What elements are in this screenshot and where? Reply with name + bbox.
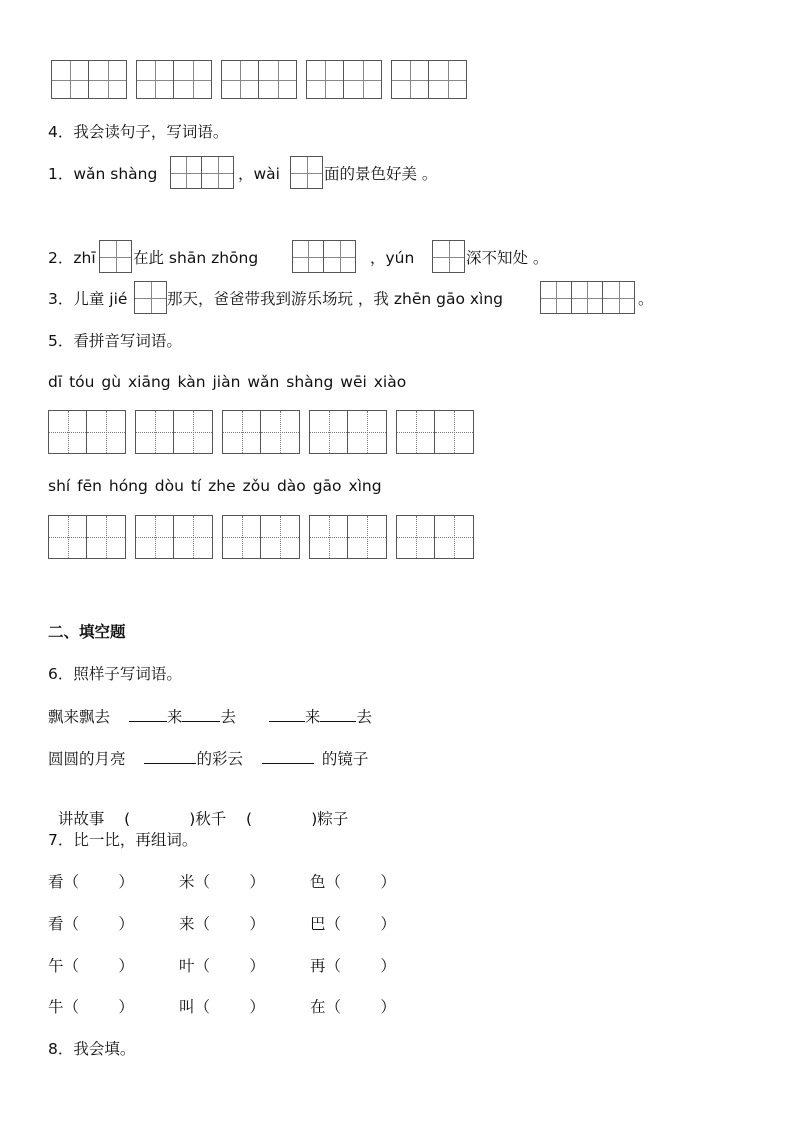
q6-title: 6．照样子写词语。 xyxy=(48,665,182,683)
writing-grid-group[interactable] xyxy=(309,410,387,454)
q7-r2-c1[interactable]: 看（ ） xyxy=(48,915,134,933)
q6-item-b[interactable]: ( )粽子 xyxy=(246,810,349,828)
answer-blank[interactable] xyxy=(269,707,305,722)
q5-pinyin-row-2: shí fēn hóng dòu tí zhe zǒu dào gāo xìng xyxy=(48,477,382,495)
q4-s2-start: 2．zhī xyxy=(48,249,96,267)
q4-s3-box-a[interactable] xyxy=(134,281,167,314)
q7-r1-c1[interactable]: 看（ ） xyxy=(48,873,134,891)
writing-grid-group[interactable] xyxy=(48,410,126,454)
q7-r1-c3[interactable]: 色（ ） xyxy=(310,873,396,891)
section-2-heading: 二、填空题 xyxy=(48,623,126,641)
q4-s1-start: 1．wǎn shàng xyxy=(48,165,158,183)
writing-grid-group[interactable] xyxy=(51,60,127,99)
writing-grid-group[interactable] xyxy=(396,410,474,454)
q7-r2-c2[interactable]: 来（ ） xyxy=(179,915,265,933)
writing-grid-group[interactable] xyxy=(48,515,126,559)
q6-item-a[interactable]: ( )秋千 xyxy=(124,810,227,828)
q4-s3-a: 那天，爸爸带我到游乐场玩 ，我 zhēn gāo xìng xyxy=(167,290,503,308)
writing-grid-group[interactable] xyxy=(222,515,300,559)
q4-s2-box-b[interactable] xyxy=(292,240,356,273)
q4-s3-box-b[interactable] xyxy=(540,281,635,314)
writing-grid-group[interactable] xyxy=(135,410,213,454)
writing-grid-group[interactable] xyxy=(391,60,467,99)
q6-line-2: 圆圆的月亮 的彩云 的镜子 xyxy=(48,750,369,768)
answer-blank[interactable] xyxy=(320,707,356,722)
q7-r4-c1[interactable]: 牛（ ） xyxy=(48,998,134,1016)
q8-title: 8．我会填。 xyxy=(48,1040,136,1058)
q6-line-3 xyxy=(48,789,348,829)
q4-s3-tail: 。 xyxy=(638,290,654,308)
answer-blank[interactable] xyxy=(129,707,167,722)
q6-example-2: 圆圆的月亮 xyxy=(48,750,126,768)
q4-s1-tail: 面的景色好美 。 xyxy=(324,165,438,183)
q6-example-1: 飘来飘去 xyxy=(48,708,111,726)
answer-blank[interactable] xyxy=(144,749,196,764)
q4-s1-box-b[interactable] xyxy=(290,156,323,189)
q7-r3-c2[interactable]: 叶（ ） xyxy=(179,957,265,975)
q7-title: 7．比一比，再组词。 xyxy=(48,831,198,849)
q5-grid-row-2 xyxy=(48,515,483,559)
answer-blank[interactable] xyxy=(262,749,314,764)
q7-r1-c2[interactable]: 米（ ） xyxy=(179,873,265,891)
q7-r4-c2[interactable]: 叫（ ） xyxy=(179,998,265,1016)
q5-title: 5．看拼音写词语。 xyxy=(48,332,182,350)
q4-title: 4．我会读句子，写词语。 xyxy=(48,123,229,141)
q6-example-3: 讲故事 xyxy=(57,810,105,828)
q7-r3-c3[interactable]: 再（ ） xyxy=(310,957,396,975)
q5-pinyin-row-1: dī tóu gù xiāng kàn jiàn wǎn shàng wēi xiào xyxy=(48,373,407,391)
writing-grid-group[interactable] xyxy=(222,410,300,454)
writing-grid-group[interactable] xyxy=(135,515,213,559)
q4-s1-mid: ，wài xyxy=(238,165,280,183)
q7-r4-c3[interactable]: 在（ ） xyxy=(310,998,396,1016)
writing-grid-group[interactable] xyxy=(396,515,474,559)
q5-grid-row-1 xyxy=(48,410,483,454)
q7-r3-c1[interactable]: 午（ ） xyxy=(48,957,134,975)
writing-grid-group[interactable] xyxy=(221,60,297,99)
q6-line-1: 飘来飘去 来 去 来 去 xyxy=(48,708,372,726)
q4-s2-a: 在此 shān zhōng xyxy=(133,249,259,267)
q4-s2-box-a[interactable] xyxy=(99,240,132,273)
q4-s2-tail: 深不知处 。 xyxy=(466,249,549,267)
writing-grid-group[interactable] xyxy=(136,60,212,99)
writing-grid-group[interactable] xyxy=(309,515,387,559)
q4-s2-b: ，yún xyxy=(370,249,415,267)
top-writing-grids xyxy=(51,60,476,99)
q4-s1-box-a[interactable] xyxy=(170,156,234,189)
q4-s3-start: 3．儿童 jié xyxy=(48,290,128,308)
q4-s2-box-c[interactable] xyxy=(432,240,465,273)
q7-r2-c3[interactable]: 巴（ ） xyxy=(310,915,396,933)
answer-blank[interactable] xyxy=(182,707,220,722)
writing-grid-group[interactable] xyxy=(306,60,382,99)
